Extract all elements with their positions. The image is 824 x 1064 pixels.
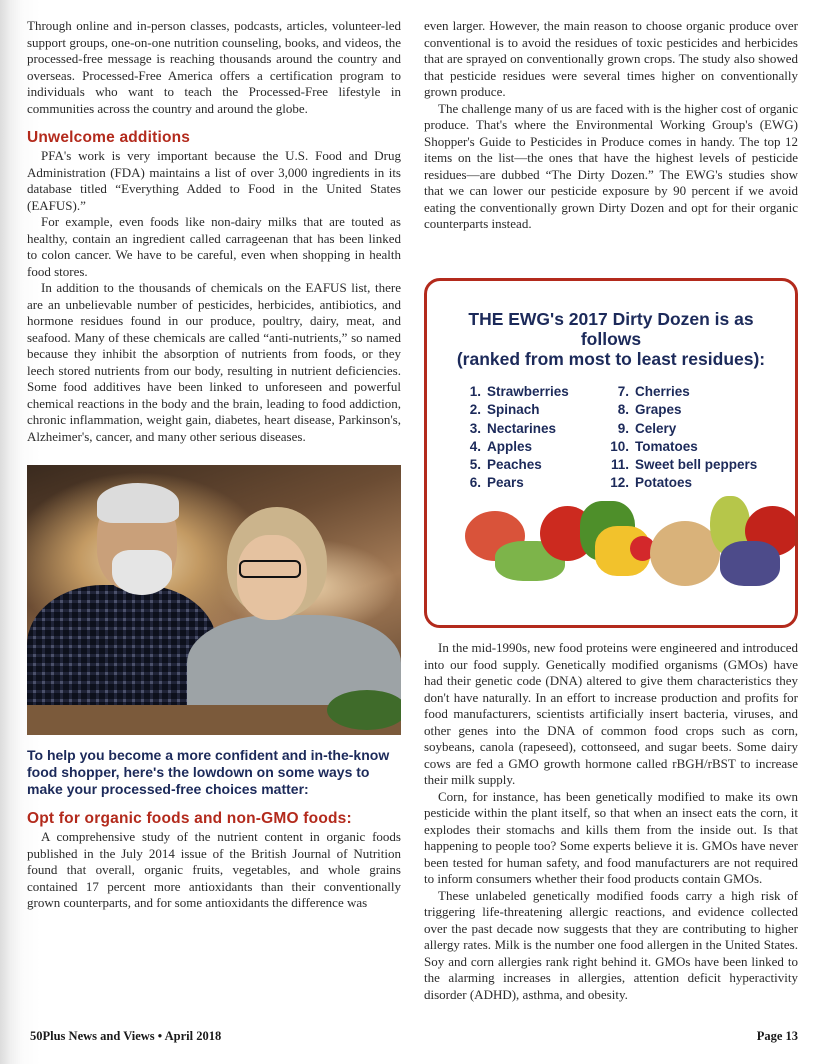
list-item: 9. Celery [617,420,677,436]
list-item: 12. Potatoes [610,475,693,491]
paragraph-chemicals: In addition to the thousands of chemicals on the EAFUS list, there are an unbelievable number of pesticides, herbicides, antibiotics, and hormone residues found in our produce, poultry, dairy, meat, and seafood. Many of these chemicals are called “anti-nutrients,” so named because they inhibit the absorption of nutrients from foods, or they leech stored nutrients from our body, resulting in nutrient deficiencies. Some food additives have been linked to unforeseen and powerful chemical reactions in the body and the brain, leading to food addiction, chronic inflammation, weight gain, diabetes, heart disease, Parkinson's, Alzheimer's, cancer, and many other serious diseases. [27,280,401,444]
dirty-dozen-list-right [607,383,757,493]
paragraph-gmo-intro: In the mid-1990s, new food proteins were engineered and introduced into our food supply. Genetically modified organisms (GMOs) have had their genetic code (DNA) altered to give them characteristics they don't have naturally. In an effort to increase production and profits for food manufacturers, scientists artificially insert bacteria, viruses, and other genes into the DNA of common food crops such as corn, soybeans, canola (rapeseed), cottonseed, and sugar beets. Some dairy cows are fed a GMO growth hormone called rBGH/rBST to increase their milk supply. [424,640,798,787]
list-item: 8. Grapes [617,402,682,418]
heading-opt-organic: Opt for organic foods and non-GMO foods: [27,810,352,827]
right-column-top [424,18,798,233]
footer-publication: 50Plus News and Views • April 2018 [30,1029,222,1043]
footer-page-number: Page 13 [756,1029,798,1043]
paragraph-study: A comprehensive study of the nutrient content in organic foods published in the July 2014 issue of the British Journal of Nutrition found that overall, organic fruits, vegetables, and whole grains contained 17 percent more antioxidants than their conventionally grown counterparts, and for some antioxidants the difference was [27,829,401,910]
dirty-dozen-list [459,383,795,493]
heading-unwelcome-additions: Unwelcome additions [27,129,191,146]
list-item: 6. Pears [469,475,524,491]
intro-paragraph: Through online and in-person classes, podcasts, articles, volunteer-led support groups, one-on-one nutrition counseling, books, and videos, the processed-free message is reaching thousands around the country and overseas. Processed-Free America offers a certification program to individuals who want to teach the Processed-Free lifestyle in communities across the country and around the globe. [27,18,401,116]
list-item: 1. Strawberries [469,384,569,399]
dirty-dozen-title-line1: THE EWG's 2017 Dirty Dozen is as follows [468,309,754,349]
paragraph-corn: Corn, for instance, has been genetically modified to make its own pesticide within the plant itself, so that when an insect eats the corn, it explodes their stomachs and kills them from the inside out. Is that happening to people too? Some experts believe it is. GMOs have never been tested for human safety, and food manufacturers are not required to inform consumers whether their food products contain GMOs. [424,788,798,886]
paragraph-fda: PFA's work is very important because the U.S. Food and Drug Administration (FDA) maintains a list of over 3,000 ingredients in its database titled “Everything Added to Food in the United States (EAFUS).” [27,148,401,213]
right-column-bottom [424,640,798,1003]
dirty-dozen-box [424,278,798,628]
paragraph-larger: even larger. However, the main reason to choose organic produce over conventional is to avoid the residues of toxic pesticides and herbicides that are sprayed on conventionally grown crops. The study also showed that pesticide residues were several times higher on conventionally grown produce. [424,18,798,99]
list-item: 2. Spinach [469,402,540,418]
list-item: 3. Nectarines [469,420,557,436]
dirty-dozen-list-left [459,383,607,493]
list-item: 4. Apples [469,438,533,454]
paragraph-cost: The challenge many of us are faced with is the higher cost of organic produce. That's where the Environmental Working Group's (EWG) Shopper's Guide to Pesticides in Produce comes in handy. The top 12 items on the list—the ones that have the highest levels of pesticide residues—are dubbed “The Dirty Dozen.” The EWG's studies show that we can lower our pesticide exposure by 90 percent if we avoid eating the conventionally grown Dirty Dozen and opt for their organic counterparts instead. [424,100,798,231]
paragraph-non-dairy: For example, even foods like non-dairy milks that are touted as healthy, contain an ingredient called carrageenan that has been linked to colon cancer. We have to be careful, even when shopping in health food stores. [27,214,401,279]
couple-photo [27,465,401,735]
list-item: 10. Tomatoes [610,438,698,454]
paragraph-allergies: These unlabeled genetically modified foods carry a high risk of triggering life-threatening allergic reactions, and evidence collected over the past decade now suggests that they are contributing to higher allergy rates. Milk is the number one food allergen in the United States. Soy and corn allergies rank right behind it. GMOs have been linked to the alarming increases in allergies, attention deficit hyperactivity disorder (ADHD), asthma, and obesity. [424,887,798,1002]
dirty-dozen-title [437,309,785,369]
callout-text: To help you become a more confident and in-the-know food shopper, here's the lowdown on some ways to make your processed-free choices matter: [27,747,390,797]
produce-illustration [455,481,775,601]
list-item: 7. Cherries [617,384,690,399]
left-column [27,18,401,912]
list-item: 5. Peaches [469,457,542,473]
dirty-dozen-title-line2: (ranked from most to least residues): [456,349,766,369]
list-item: 11. Sweet bell peppers [610,457,758,473]
